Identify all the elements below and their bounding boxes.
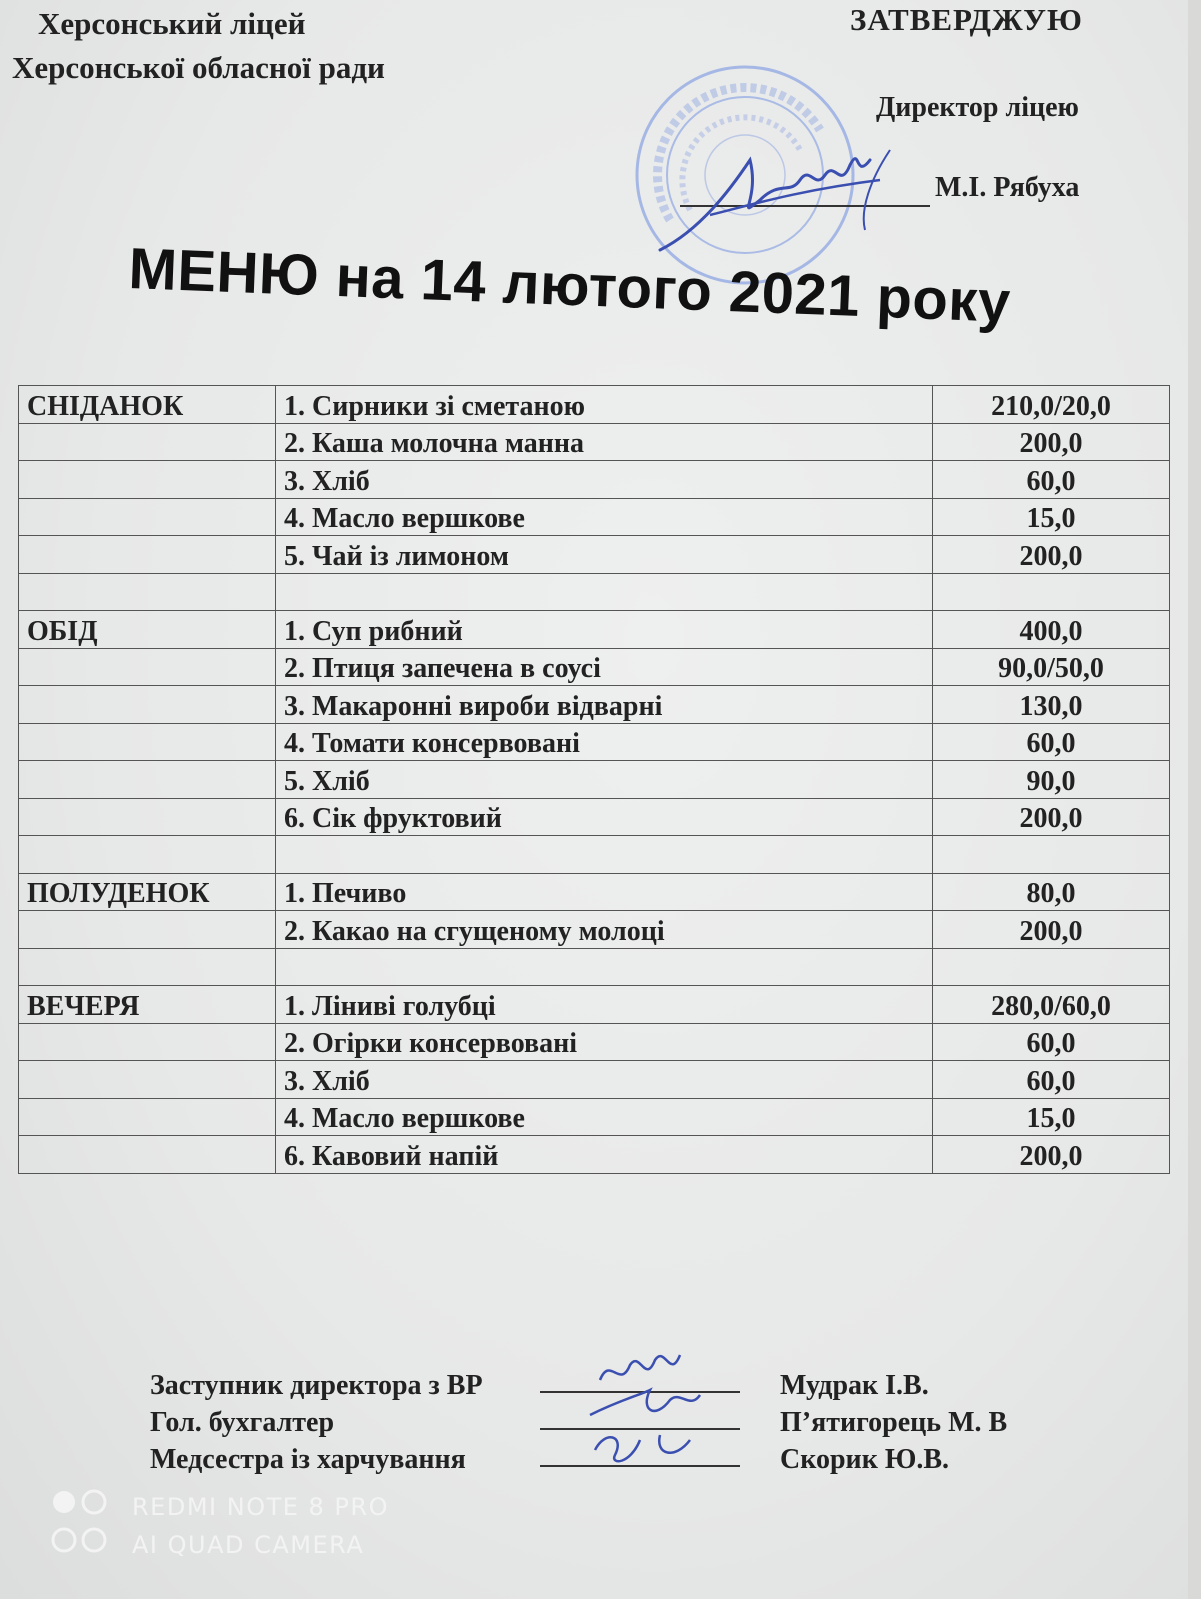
dish-cell: 6. Кавовий напій [276, 1136, 933, 1174]
menu-row [19, 761, 1170, 799]
quantity-cell: 80,0 [933, 873, 1170, 911]
watermark-line-2: AI QUAD CAMERA [132, 1531, 365, 1559]
quantity-cell: 60,0 [933, 1061, 1170, 1099]
dish-cell: 1. Ліниві голубці [276, 986, 933, 1024]
dish-cell: 6. Сік фруктовий [276, 798, 933, 836]
meal-cell [19, 798, 276, 836]
menu-row [19, 686, 1170, 724]
meal-cell: ВЕЧЕРЯ [19, 986, 276, 1024]
quantity-cell: 60,0 [933, 723, 1170, 761]
signatures-block [150, 1367, 1007, 1478]
meal-cell [19, 723, 276, 761]
meal-cell [19, 461, 276, 499]
quantity-cell: 280,0/60,0 [933, 986, 1170, 1024]
dish-cell: 5. Хліб [276, 761, 933, 799]
dish-cell [276, 836, 933, 874]
dish-cell: 4. Масло вершкове [276, 498, 933, 536]
quantity-cell: 200,0 [933, 911, 1170, 949]
quantity-cell: 60,0 [933, 461, 1170, 499]
dish-cell: 2. Какао на сгущеному молоці [276, 911, 933, 949]
meal-cell [19, 536, 276, 574]
watermark-line-1: REDMI NOTE 8 PRO [132, 1493, 389, 1521]
quantity-cell: 200,0 [933, 1136, 1170, 1174]
menu-row [19, 1061, 1170, 1099]
meal-cell [19, 1023, 276, 1061]
signer-name: Мудрак І.В. [780, 1370, 929, 1401]
dish-cell: 2. Каша молочна манна [276, 423, 933, 461]
quantity-cell: 90,0/50,0 [933, 648, 1170, 686]
menu-row [19, 1023, 1170, 1061]
menu-row [19, 386, 1170, 424]
org-line-2: Херсонської обласної ради [12, 50, 385, 85]
dish-cell: 2. Птиця запечена в соусі [276, 648, 933, 686]
page-title: МЕНЮ на 14 лютого 2021 року [127, 235, 1012, 335]
menu-row [19, 798, 1170, 836]
dish-cell [276, 573, 933, 611]
camera-logo-icon [50, 1488, 108, 1564]
menu-row [19, 536, 1170, 574]
signer-name: Скорик Ю.В. [780, 1444, 950, 1475]
quantity-cell: 200,0 [933, 423, 1170, 461]
dish-cell: 1. Печиво [276, 873, 933, 911]
menu-table [18, 385, 1170, 1174]
footer-signatures [580, 1340, 740, 1480]
quantity-cell [933, 948, 1170, 986]
menu-row [19, 648, 1170, 686]
director-title: Директор ліцею [876, 92, 1079, 123]
menu-row [19, 911, 1170, 949]
signer-row [150, 1404, 1007, 1441]
meal-cell [19, 836, 276, 874]
signer-row [150, 1441, 1007, 1478]
quantity-cell: 200,0 [933, 798, 1170, 836]
menu-row [19, 423, 1170, 461]
signer-row [150, 1367, 1007, 1404]
quantity-cell [933, 836, 1170, 874]
quantity-cell: 60,0 [933, 1023, 1170, 1061]
menu-row [19, 498, 1170, 536]
signer-position: Гол. бухгалтер [150, 1407, 335, 1438]
meal-cell [19, 948, 276, 986]
dish-cell: 3. Хліб [276, 1061, 933, 1099]
meal-cell [19, 1098, 276, 1136]
meal-cell: СНІДАНОК [19, 386, 276, 424]
meal-cell [19, 761, 276, 799]
signer-name: П’ятигорець М. В [780, 1407, 1008, 1438]
menu-row [19, 723, 1170, 761]
dish-cell: 4. Томати консервовані [276, 723, 933, 761]
meal-cell: ОБІД [19, 611, 276, 649]
meal-cell [19, 498, 276, 536]
quantity-cell: 200,0 [933, 536, 1170, 574]
dish-cell: 5. Чай із лимоном [276, 536, 933, 574]
director-name: М.І. Рябуха [935, 172, 1080, 203]
meal-cell [19, 911, 276, 949]
org-line-1: Херсонський ліцей [38, 6, 306, 41]
meal-cell [19, 573, 276, 611]
menu-row [19, 873, 1170, 911]
dish-cell: 1. Сирники зі сметаною [276, 386, 933, 424]
signer-position: Медсестра із харчування [150, 1444, 466, 1475]
menu-row [19, 836, 1170, 874]
dish-cell: 4. Масло вершкове [276, 1098, 933, 1136]
dish-cell: 3. Макаронні вироби відварні [276, 686, 933, 724]
organization-header [12, 2, 385, 90]
quantity-cell: 90,0 [933, 761, 1170, 799]
meal-cell [19, 648, 276, 686]
meal-cell [19, 686, 276, 724]
quantity-cell [933, 573, 1170, 611]
meal-cell [19, 423, 276, 461]
menu-row [19, 573, 1170, 611]
dish-cell: 2. Огірки консервовані [276, 1023, 933, 1061]
dish-cell: 1. Суп рибний [276, 611, 933, 649]
menu-row [19, 611, 1170, 649]
menu-row [19, 461, 1170, 499]
menu-row [19, 986, 1170, 1024]
signer-position: Заступник директора з ВР [150, 1370, 483, 1401]
dish-cell: 3. Хліб [276, 461, 933, 499]
meal-cell [19, 1061, 276, 1099]
meal-cell [19, 1136, 276, 1174]
director-signature [640, 120, 920, 270]
menu-row [19, 1098, 1170, 1136]
quantity-cell: 15,0 [933, 498, 1170, 536]
quantity-cell: 130,0 [933, 686, 1170, 724]
quantity-cell: 15,0 [933, 1098, 1170, 1136]
menu-row [19, 1136, 1170, 1174]
quantity-cell: 400,0 [933, 611, 1170, 649]
meal-cell: ПОЛУДЕНОК [19, 873, 276, 911]
approve-heading: ЗАТВЕРДЖУЮ [850, 2, 1083, 37]
quantity-cell: 210,0/20,0 [933, 386, 1170, 424]
menu-row [19, 948, 1170, 986]
dish-cell [276, 948, 933, 986]
